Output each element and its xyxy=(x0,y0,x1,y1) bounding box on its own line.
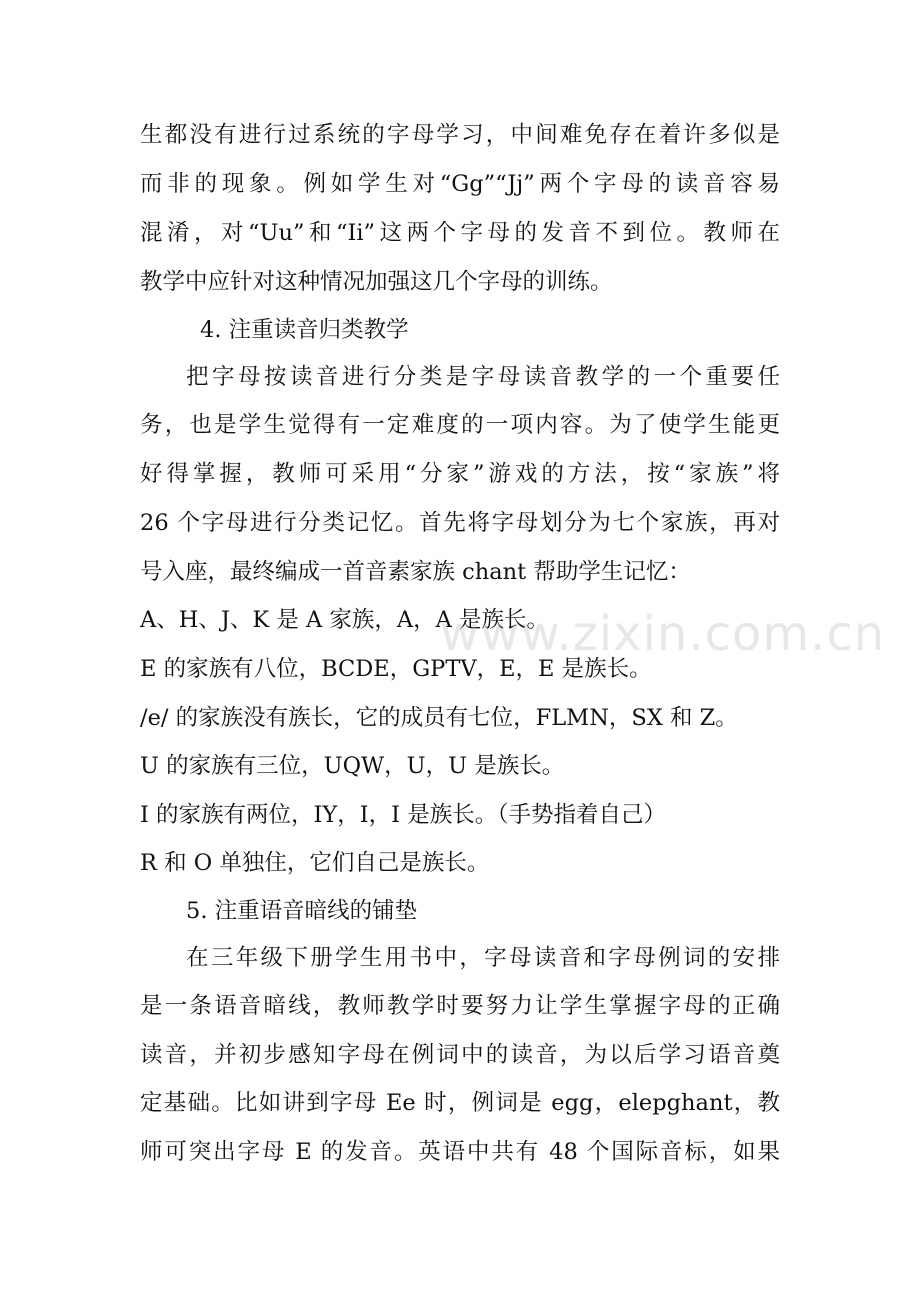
paragraph-line: 读音，并初步感知字母在例词中的读音，为以后学习语音奠 xyxy=(140,1042,780,1068)
paragraph-line: 是一条语音暗线，教师教学时要努力让学生掌握字母的正确 xyxy=(140,993,780,1019)
chant-line: I 的家族有两位，IY，I，I 是族长。（手势指着自己） xyxy=(140,802,666,828)
paragraph-line: 务，也是学生觉得有一定难度的一项内容。为了使学生能更 xyxy=(140,412,780,438)
paragraph-line: 混淆，对“Uu”和“Ii”这两个字母的发音不到位。教师在 xyxy=(140,220,780,246)
chant-line: U 的家族有三位，UQW，U，U 是族长。 xyxy=(140,753,565,779)
paragraph-line: 在三年级下册学生用书中，字母读音和字母例词的安排 xyxy=(186,945,780,971)
paragraph-line: 好得掌握，教师可采用“分家”游戏的方法，按“家族”将 xyxy=(140,461,780,487)
paragraph-line: 把字母按读音进行分类是字母读音教学的一个重要任 xyxy=(186,364,780,390)
chant-line: /e/ 的家族没有族长，它的成员有七位，FLMN，SX 和 Z。 xyxy=(140,705,738,731)
paragraph-line: 定基础。比如讲到字母 Ee 时，例词是 egg，elepghant，教 xyxy=(140,1090,780,1116)
watermark-text: www.zixin.com.cn xyxy=(440,606,886,662)
section-heading-5: 5. 注重语音暗线的铺垫 xyxy=(186,898,418,924)
section-heading-4: 4. 注重读音归类教学 xyxy=(200,317,409,343)
paragraph-line: 而非的现象。例如学生对“Gg”“Jj”两个字母的读音容易 xyxy=(140,171,780,197)
chant-line: R 和 O 单独住，它们自己是族长。 xyxy=(140,850,490,876)
paragraph-line: 生都没有进行过系统的字母学习，中间难免存在着许多似是 xyxy=(140,122,780,148)
paragraph-line: 26 个字母进行分类记忆。首先将字母划分为七个家族，再对 xyxy=(140,510,780,536)
watermark xyxy=(440,604,886,664)
chant-line: E 的家族有八位，BCDE，GPTV，E，E 是族长。 xyxy=(140,656,652,682)
paragraph-line: 师可突出字母 E 的发音。英语中共有 48 个国际音标，如果 xyxy=(140,1139,780,1165)
chant-line: A、H、J、K 是 A 家族，A，A 是族长。 xyxy=(140,607,550,633)
paragraph-line: 号入座，最终编成一首音素家族 chant 帮助学生记忆： xyxy=(140,559,691,585)
paragraph-line: 教学中应针对这种情况加强这几个字母的训练。 xyxy=(140,269,613,295)
